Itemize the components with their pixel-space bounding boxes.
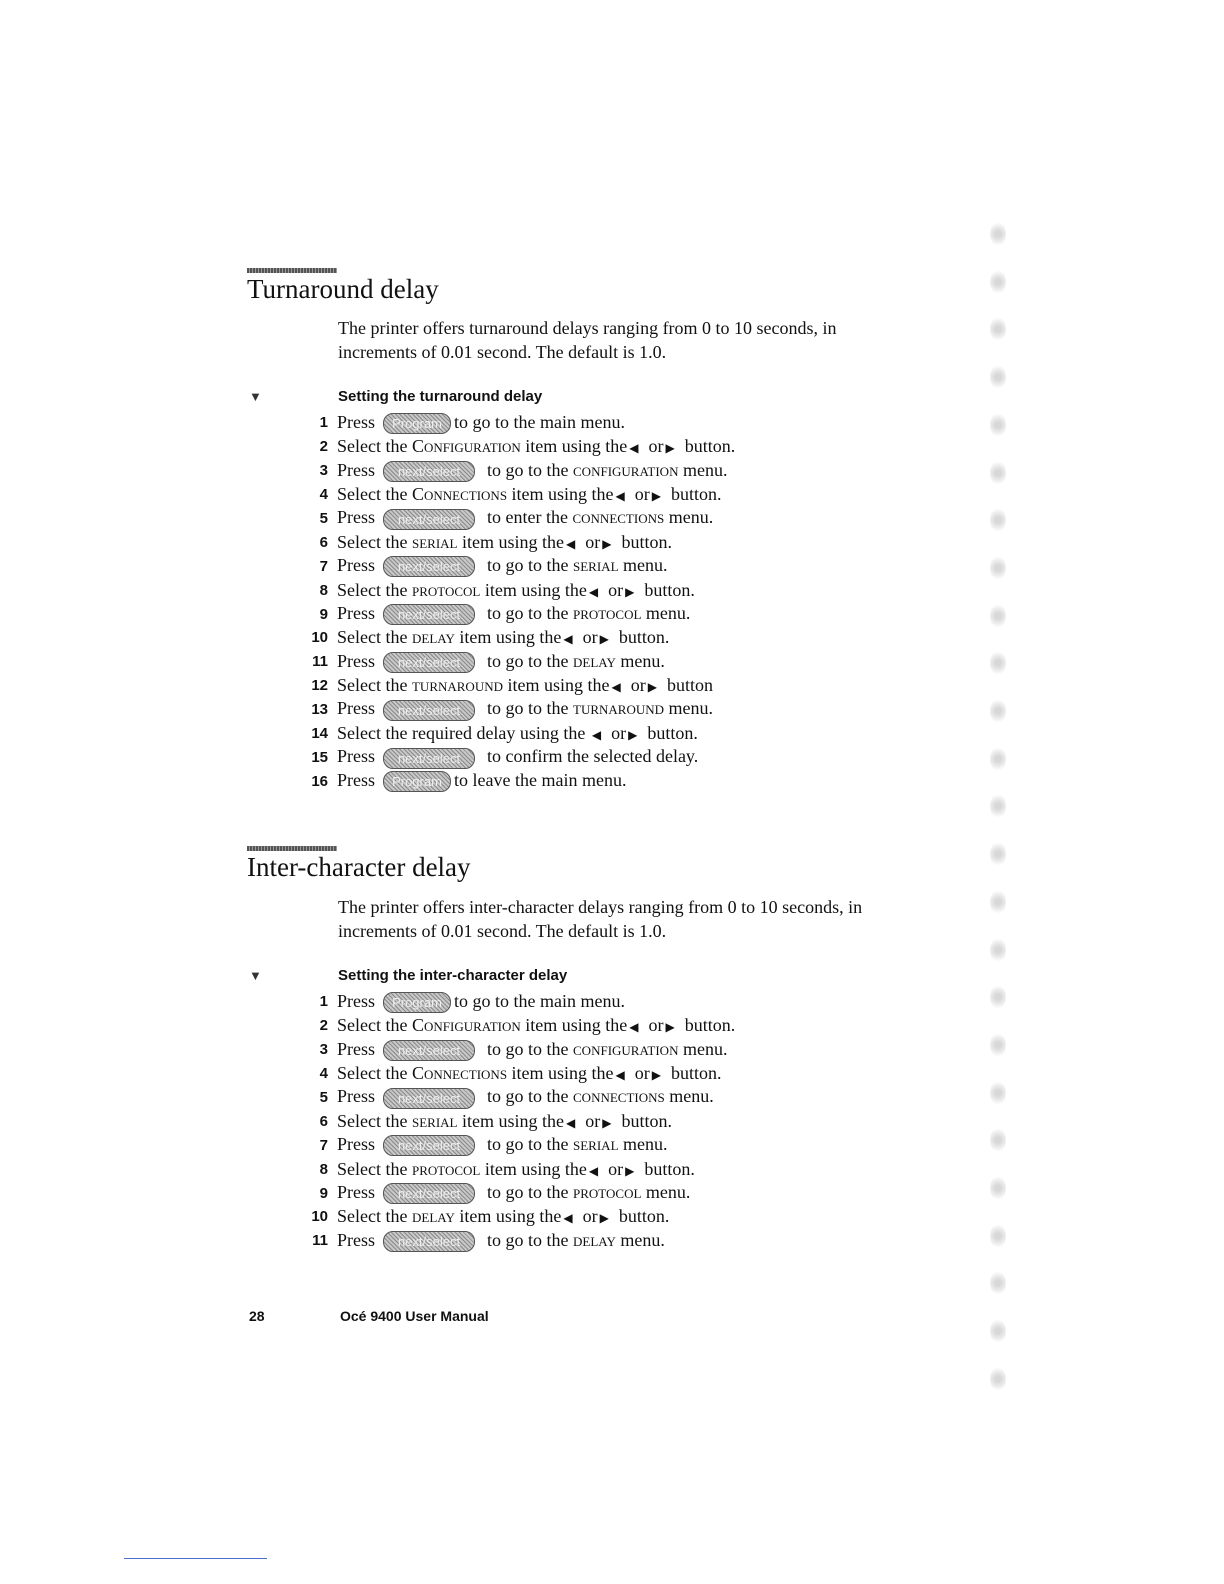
step-text	[337, 1111, 672, 1132]
step-pre: Select the	[337, 436, 408, 457]
step-tail: button.	[644, 579, 695, 600]
list-item	[300, 459, 735, 483]
step-number: 4	[319, 486, 328, 504]
step-pre: Select the	[337, 1206, 408, 1227]
step-tail: menu.	[682, 459, 728, 480]
step-text	[337, 555, 668, 577]
step-post: item using the	[525, 1015, 628, 1036]
step-post: item using the	[525, 436, 628, 457]
program-key: Program	[383, 771, 451, 792]
step-number: 7	[319, 557, 328, 575]
or-text: or	[585, 531, 601, 552]
section-heading: Inter-character delay	[247, 852, 471, 882]
step-post: to go to the	[487, 1181, 569, 1202]
step-number: 3	[319, 1041, 328, 1059]
list-item	[300, 530, 735, 554]
menu-name: delay	[573, 650, 616, 671]
step-text	[337, 1015, 735, 1036]
step-tail: menu.	[620, 1229, 665, 1250]
step-pre: Press	[337, 746, 376, 767]
or-text: or	[634, 1063, 650, 1084]
step-text	[337, 412, 625, 434]
step-tail: menu.	[645, 602, 691, 623]
step-post: to go to the	[487, 698, 569, 719]
menu-name: serial	[573, 555, 619, 576]
step-pre: Press	[337, 1038, 376, 1059]
step-text	[337, 484, 722, 505]
step-pre: Press	[337, 507, 376, 528]
step-pre: Press	[337, 650, 376, 671]
step-pre: Press	[337, 459, 376, 480]
step-number: 15	[311, 748, 328, 766]
list-item	[300, 1157, 735, 1181]
step-post: item using the	[511, 484, 614, 505]
or-text: or	[611, 723, 627, 744]
left-arrow-icon: ◀	[563, 632, 573, 647]
step-text	[337, 1230, 665, 1252]
step-post: item using the	[459, 1206, 562, 1227]
step-tail: button.	[671, 1063, 722, 1084]
left-arrow-icon: ◀	[615, 489, 625, 504]
list-item	[300, 435, 735, 459]
binding-hole	[990, 1033, 1006, 1057]
binding-hole	[990, 747, 1006, 771]
or-text: or	[630, 675, 646, 696]
menu-item-name: serial	[411, 1110, 458, 1131]
right-arrow-icon: ▶	[625, 1163, 635, 1178]
procedure-arrow-icon: ▼	[249, 389, 262, 404]
menu-name: protocol	[573, 602, 642, 623]
step-tail: button.	[618, 627, 670, 648]
step-number: 7	[319, 1136, 328, 1154]
step-pre: Select the	[337, 579, 408, 600]
step-pre: Press	[337, 698, 376, 719]
menu-item-name: serial	[411, 531, 458, 552]
binding-hole	[990, 1176, 1006, 1200]
next-select-key: next/select	[383, 604, 475, 625]
or-text: or	[582, 1206, 598, 1227]
step-text	[337, 627, 669, 648]
step-number: 10	[311, 629, 328, 647]
step-number: 1	[319, 993, 328, 1011]
or-text: or	[582, 627, 598, 648]
step-post: to go to the	[487, 1229, 569, 1250]
or-text: or	[585, 1110, 601, 1131]
step-number: 16	[311, 772, 328, 790]
section-rule	[247, 846, 337, 851]
next-select-key: next/select	[383, 700, 475, 721]
menu-name: configuration	[573, 459, 679, 480]
menu-name: configuration	[573, 1038, 679, 1059]
section-rule	[247, 268, 337, 273]
procedure-arrow-icon: ▼	[249, 968, 262, 983]
step-number: 8	[319, 581, 328, 599]
menu-item-name: Connections	[411, 1063, 508, 1084]
list-item	[300, 745, 735, 769]
menu-name: delay	[573, 1229, 616, 1250]
step-pre: Press	[337, 1229, 376, 1250]
menu-item-name: Connections	[411, 484, 508, 505]
procedure-steps	[300, 990, 735, 1253]
footer-title: Océ 9400 User Manual	[340, 1308, 489, 1324]
left-arrow-icon: ◀	[565, 536, 576, 551]
list-item	[300, 483, 735, 507]
step-pre: Press	[337, 990, 376, 1011]
step-pre: Press	[337, 770, 376, 791]
step-number: 9	[319, 605, 328, 623]
step-post: item using the	[507, 675, 610, 696]
binding-hole	[990, 1271, 1006, 1295]
menu-item-name: protocol	[411, 579, 481, 600]
step-post: item using the	[461, 531, 564, 552]
or-text: or	[648, 1015, 664, 1036]
step-post: to go to the	[487, 602, 569, 623]
step-post: to go to the	[487, 459, 569, 480]
list-item	[300, 578, 735, 602]
step-text	[337, 1063, 722, 1084]
step-pre: Press	[337, 602, 376, 623]
right-arrow-icon: ▶	[665, 441, 675, 456]
step-post: to go to the main menu.	[454, 411, 625, 432]
section-heading: Turnaround delay	[247, 274, 439, 304]
next-select-key: next/select	[383, 1231, 475, 1252]
binding-hole	[990, 270, 1006, 294]
step-text	[337, 532, 672, 553]
step-text	[337, 1182, 690, 1204]
menu-item-name: delay	[411, 1206, 455, 1227]
binding-hole	[990, 985, 1006, 1009]
program-key: Program	[383, 992, 451, 1013]
step-tail: button	[666, 675, 713, 696]
binding-hole	[990, 1367, 1006, 1391]
left-arrow-icon: ◀	[591, 728, 602, 743]
step-number: 4	[319, 1065, 328, 1083]
right-arrow-icon: ▶	[665, 1020, 675, 1035]
step-post: to go to the	[487, 1038, 569, 1059]
next-select-key: next/select	[383, 1135, 475, 1156]
step-number: 14	[311, 725, 328, 743]
list-item	[300, 1109, 735, 1133]
step-number: 5	[319, 510, 328, 527]
binding-hole	[990, 794, 1006, 818]
right-arrow-icon: ▶	[651, 1068, 662, 1083]
step-post: item using the	[484, 1158, 587, 1179]
next-select-key: next/select	[383, 748, 475, 769]
step-tail: menu.	[645, 1181, 691, 1202]
or-text: or	[634, 484, 650, 505]
step-number: 6	[319, 1112, 328, 1130]
binding-hole	[990, 651, 1006, 675]
step-number: 8	[319, 1160, 328, 1178]
step-tail: menu.	[623, 555, 668, 576]
step-number: 11	[312, 1232, 328, 1250]
step-post: to go to the	[487, 1134, 569, 1155]
list-item	[300, 1014, 735, 1038]
left-arrow-icon: ◀	[615, 1068, 625, 1083]
binding-hole	[990, 842, 1006, 866]
step-text	[337, 580, 695, 601]
binding-hole	[990, 317, 1006, 341]
step-post: to confirm the selected delay.	[487, 746, 699, 767]
step-tail: button.	[618, 1206, 670, 1227]
step-number: 2	[319, 438, 328, 456]
procedure-title: Setting the inter-character delay	[338, 967, 568, 984]
menu-item-name: turnaround	[411, 675, 503, 696]
menu-name: protocol	[573, 1181, 642, 1202]
step-text	[337, 1206, 669, 1227]
next-select-key: next/select	[383, 1040, 475, 1061]
step-tail: button.	[644, 1158, 695, 1179]
list-item	[300, 626, 735, 650]
step-number: 1	[319, 414, 328, 432]
procedure-steps	[300, 411, 735, 793]
next-select-key: next/select	[383, 509, 475, 530]
menu-item-name: protocol	[411, 1158, 481, 1179]
section-intro: The printer offers turnaround delays ranging from 0 to 10 seconds, in increments of 0.01 second. The default is 1.0.	[338, 318, 837, 362]
binding-hole	[990, 365, 1006, 389]
next-select-key: next/select	[383, 461, 475, 482]
step-tail: menu.	[620, 650, 665, 671]
step-tail: button.	[621, 1110, 672, 1131]
step-text	[337, 991, 625, 1013]
step-text	[337, 507, 713, 529]
step-text	[337, 698, 713, 720]
list-item	[300, 1205, 735, 1229]
left-arrow-icon: ◀	[563, 1211, 573, 1226]
binding-hole	[990, 556, 1006, 580]
menu-name: turnaround	[573, 698, 665, 719]
left-arrow-icon: ◀	[629, 441, 639, 456]
list-item	[300, 507, 735, 531]
list-item	[300, 990, 735, 1014]
list-item	[300, 1133, 735, 1157]
step-pre: Press	[337, 1134, 376, 1155]
step-pre: Select the	[337, 1015, 408, 1036]
binding-hole	[990, 222, 1006, 246]
binding-hole	[990, 1081, 1006, 1105]
list-item	[300, 411, 735, 435]
step-pre: Select the required delay using the	[337, 723, 586, 744]
step-pre: Select the	[337, 1158, 408, 1179]
right-arrow-icon: ▶	[651, 489, 662, 504]
step-pre: Select the	[337, 1110, 408, 1131]
right-arrow-icon: ▶	[647, 680, 657, 695]
step-post: to enter the	[487, 507, 568, 528]
list-item	[300, 602, 735, 626]
or-text: or	[608, 1158, 624, 1179]
right-arrow-icon: ▶	[599, 1211, 609, 1226]
step-pre: Press	[337, 411, 376, 432]
right-arrow-icon: ▶	[625, 584, 635, 599]
step-text	[337, 770, 626, 792]
step-tail: menu.	[669, 1086, 714, 1107]
right-arrow-icon: ▶	[602, 1115, 612, 1130]
next-select-key: next/select	[383, 1183, 475, 1204]
list-item	[300, 722, 735, 746]
binding-hole	[990, 699, 1006, 723]
binding-hole	[990, 413, 1006, 437]
binding-hole	[990, 1224, 1006, 1248]
step-text	[337, 436, 735, 457]
list-item	[300, 1229, 735, 1253]
page-number: 28	[249, 1308, 265, 1324]
next-select-key: next/select	[383, 556, 475, 577]
step-pre: Press	[337, 1086, 376, 1107]
step-pre: Select the	[337, 627, 408, 648]
step-pre: Press	[337, 1181, 376, 1202]
step-text	[337, 603, 690, 625]
step-pre: Select the	[337, 484, 408, 505]
step-tail: menu.	[682, 1038, 728, 1059]
next-select-key: next/select	[383, 1088, 475, 1109]
program-key: Program	[383, 413, 451, 434]
step-tail: menu.	[623, 1134, 668, 1155]
step-post: item using the	[459, 627, 562, 648]
menu-name: serial	[573, 1134, 619, 1155]
or-text: or	[648, 436, 664, 457]
step-post: to go to the	[487, 555, 569, 576]
list-item	[300, 769, 735, 793]
step-text	[337, 723, 698, 744]
step-post: item using the	[511, 1063, 614, 1084]
left-arrow-icon: ◀	[629, 1020, 639, 1035]
next-select-key: next/select	[383, 652, 475, 673]
step-post: to leave the main menu.	[454, 770, 627, 791]
step-text	[337, 1159, 695, 1180]
step-post: to go to the	[487, 1086, 569, 1107]
binding-hole	[990, 604, 1006, 628]
right-arrow-icon: ▶	[602, 536, 612, 551]
divider	[124, 1558, 267, 1559]
step-number: 5	[319, 1089, 328, 1106]
step-tail: button.	[684, 436, 736, 457]
step-tail: button.	[671, 484, 722, 505]
binding-hole	[990, 938, 1006, 962]
step-number: 6	[319, 533, 328, 551]
list-item	[300, 698, 735, 722]
step-text	[337, 460, 727, 482]
step-text	[337, 1086, 714, 1108]
binding-hole	[990, 1319, 1006, 1343]
binding-hole	[990, 461, 1006, 485]
left-arrow-icon: ◀	[588, 1163, 599, 1178]
menu-item-name: delay	[411, 627, 455, 648]
section-intro: The printer offers inter-character delays ranging from 0 to 10 seconds, in increments of 0.01 second. The default is 1.0.	[338, 897, 863, 941]
or-text: or	[608, 579, 624, 600]
step-pre: Select the	[337, 1063, 408, 1084]
step-pre: Select the	[337, 675, 408, 696]
procedure-title: Setting the turnaround delay	[338, 388, 543, 405]
step-text	[337, 1039, 727, 1061]
menu-name: connections	[572, 507, 665, 528]
list-item	[300, 674, 735, 698]
step-number: 2	[319, 1017, 328, 1035]
binding-hole	[990, 890, 1006, 914]
right-arrow-icon: ▶	[599, 632, 609, 647]
step-tail: button.	[621, 531, 672, 552]
step-text	[337, 651, 665, 673]
left-arrow-icon: ◀	[588, 584, 599, 599]
left-arrow-icon: ◀	[565, 1115, 576, 1130]
menu-item-name: Configuration	[411, 1015, 521, 1036]
step-number: 13	[311, 701, 328, 719]
step-number: 9	[319, 1184, 328, 1202]
binding-hole	[990, 1128, 1006, 1152]
step-post: to go to the main menu.	[454, 990, 625, 1011]
step-number: 10	[311, 1208, 328, 1226]
step-text	[337, 675, 713, 696]
step-post: to go to the	[487, 650, 569, 671]
step-number: 12	[311, 677, 328, 695]
step-pre: Select the	[337, 531, 408, 552]
menu-name: connections	[573, 1086, 665, 1107]
right-arrow-icon: ▶	[628, 728, 638, 743]
list-item	[300, 1062, 735, 1086]
left-arrow-icon: ◀	[611, 680, 621, 695]
step-tail: menu.	[668, 507, 714, 528]
step-number: 3	[319, 462, 328, 480]
step-number: 11	[312, 653, 328, 671]
step-text	[337, 1134, 668, 1156]
list-item	[300, 1086, 735, 1110]
step-tail: button.	[684, 1015, 736, 1036]
step-post: item using the	[484, 579, 587, 600]
step-tail: button.	[647, 723, 698, 744]
step-pre: Press	[337, 555, 376, 576]
list-item	[300, 1181, 735, 1205]
step-text	[337, 746, 698, 768]
menu-item-name: Configuration	[411, 436, 521, 457]
list-item	[300, 554, 735, 578]
step-tail: menu.	[668, 698, 714, 719]
binding-hole	[990, 508, 1006, 532]
list-item	[300, 1038, 735, 1062]
step-post: item using the	[461, 1110, 564, 1131]
list-item	[300, 650, 735, 674]
